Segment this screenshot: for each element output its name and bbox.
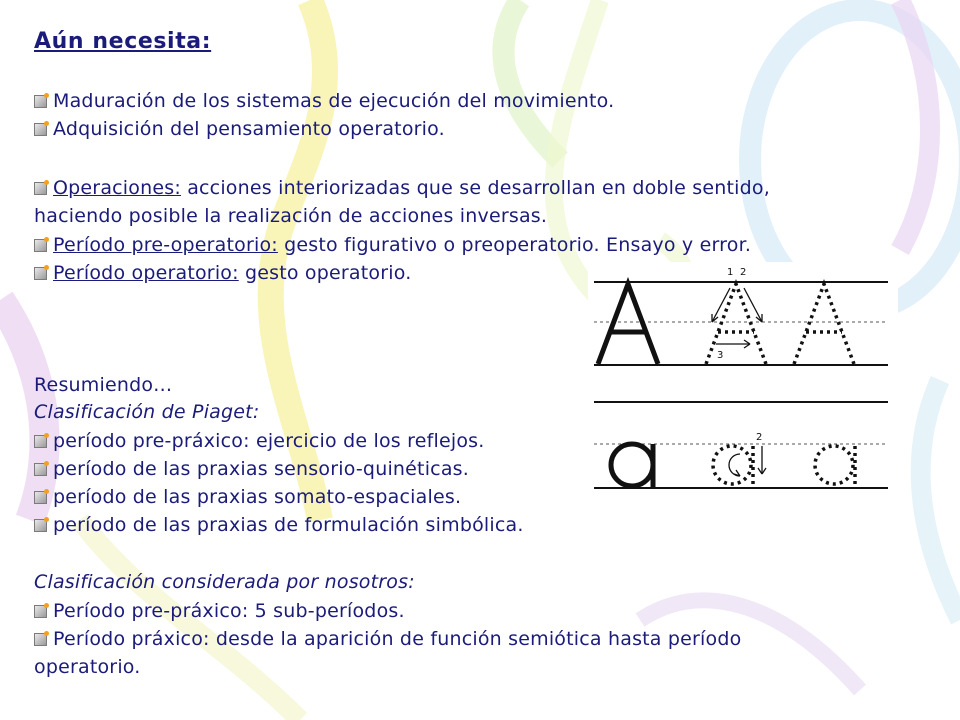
preoperatorio-item: Período pre-operatorio: gesto figurativo o preoperatorio. Ensayo y error. (34, 232, 751, 259)
piaget-item: período de las praxias de formulación simbólica. (34, 512, 524, 539)
bullet-icon (34, 519, 47, 532)
bullet-icon (34, 239, 47, 252)
bullet-icon (34, 491, 47, 504)
operatorio-item: Período operatorio: gesto operatorio. (34, 260, 411, 287)
bullet-icon (34, 95, 47, 108)
operaciones-term: Operaciones: (53, 177, 181, 199)
operaciones-definition: Operaciones: acciones interiorizadas que se desarrollan en doble sentido, (34, 175, 770, 202)
nosotros-item: Período pre-práxico: 5 sub-períodos. (34, 598, 405, 625)
slide-title: Aún necesita: (34, 29, 212, 54)
need-item: Adquisición del pensamiento operatorio. (34, 116, 445, 143)
piaget-item: período pre-práxico: ejercicio de los reflejos. (34, 428, 485, 455)
stroke-number-1: 1 (727, 267, 734, 278)
operaciones-definition-continued: haciendo posible la realización de acciones inversas. (34, 205, 548, 227)
resumiendo-label: Resumiendo… (34, 374, 173, 396)
bullet-icon (34, 123, 47, 136)
nosotros-continuation: operatorio. (34, 656, 141, 678)
nosotros-item: Período práxico: desde la aparición de función semiótica hasta período (34, 626, 741, 653)
nosotros-heading: Clasificación considerada por nosotros: (34, 571, 415, 593)
bullet-icon (34, 463, 47, 476)
stroke-number-2-lower: 2 (756, 432, 763, 443)
bullet-icon (34, 633, 47, 646)
bullet-icon (34, 267, 47, 280)
operatorio-term: Período operatorio: (53, 262, 239, 284)
letter-tracing-illustration (588, 262, 898, 502)
piaget-item: período de las praxias somato-espaciales. (34, 484, 461, 511)
preoperatorio-term: Período pre-operatorio: (53, 234, 278, 256)
stroke-number-3: 3 (717, 350, 724, 361)
bullet-icon (34, 605, 47, 618)
stroke-number-2: 2 (740, 267, 747, 278)
need-item: Maduración de los sistemas de ejecución del movimiento. (34, 88, 614, 115)
bullet-icon (34, 182, 47, 195)
piaget-heading: Clasificación de Piaget: (34, 401, 260, 423)
piaget-item: período de las praxias sensorio-quinéticas. (34, 456, 469, 483)
bullet-icon (34, 435, 47, 448)
